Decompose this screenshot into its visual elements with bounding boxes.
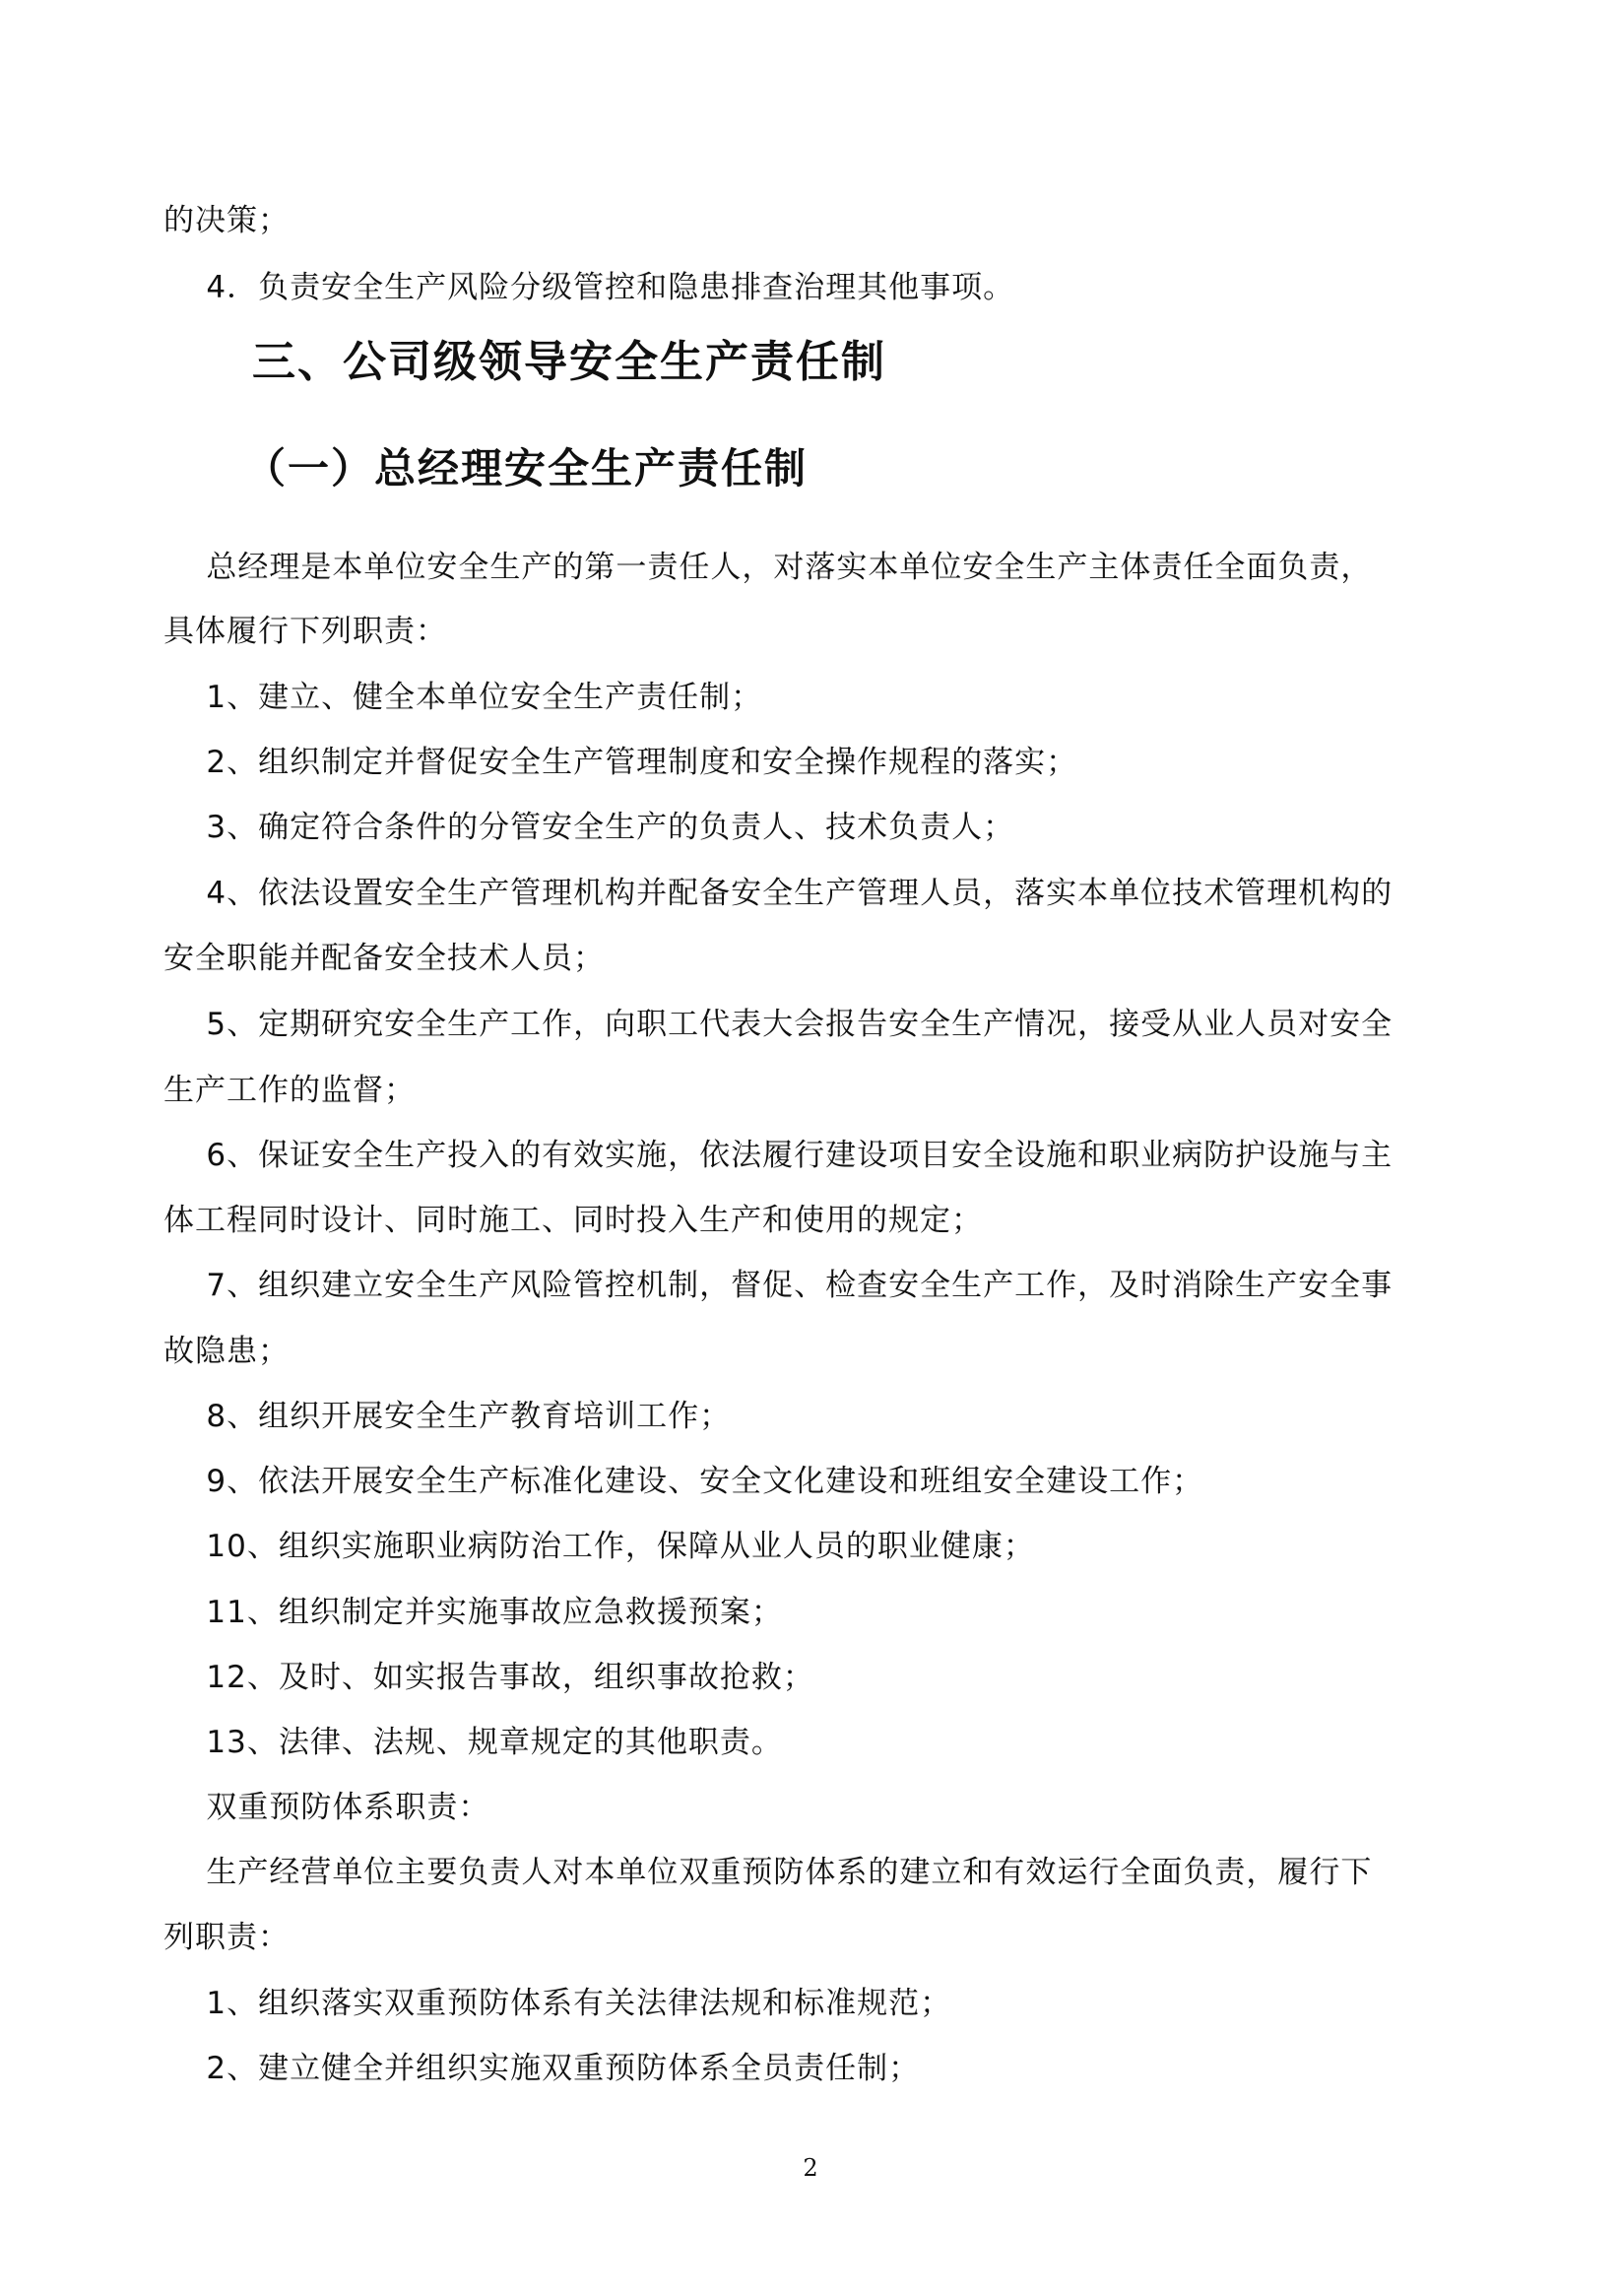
- text-line: 8、组织开展安全生产教育培训工作；: [163, 1399, 732, 1434]
- text-line: 2、建立健全并组织实施双重预防体系全员责任制；: [163, 2051, 921, 2086]
- text-line: 1、组织落实双重预防体系有关法律法规和标准规范；: [163, 1986, 952, 2021]
- text-line: 双重预防体系职责：: [163, 1790, 490, 1825]
- text-line: 总经理是本单位安全生产的第一责任人，对落实本单位安全生产主体责任全面负责，: [163, 550, 1373, 585]
- text-line: 生产工作的监督；: [163, 1073, 416, 1108]
- text-line: 2、组织制定并督促安全生产管理制度和安全操作规程的落实；: [163, 745, 1078, 780]
- text-line: 生产经营单位主要负责人对本单位双重预防体系的建立和有效运行全面负责，履行下: [163, 1855, 1373, 1890]
- text-line: 9、依法开展安全生产标准化建设、安全文化建设和班组安全建设工作；: [163, 1464, 1204, 1499]
- text-line: 12、及时、如实报告事故，组织事故抢救；: [163, 1660, 814, 1695]
- text-line: 4、依法设置安全生产管理机构并配备安全生产管理人员，落实本单位技术管理机构的: [163, 876, 1394, 911]
- text-line: 的决策；: [163, 203, 290, 238]
- page-number: 2: [803, 2154, 818, 2182]
- text-line: 安全职能并配备安全技术人员；: [163, 941, 605, 976]
- text-line: 列职责：: [163, 1920, 290, 1955]
- text-line: 1、建立、健全本单位安全生产责任制；: [163, 680, 763, 715]
- section-heading: 三、公司级领导安全生产责任制: [252, 337, 886, 387]
- text-line: 3、确定符合条件的分管安全生产的负责人、技术负责人；: [163, 810, 1015, 845]
- text-line: 10、组织实施职业病防治工作，保障从业人员的职业健康；: [163, 1529, 1035, 1564]
- text-line: 4．负责安全生产风险分级管控和隐患排查治理其他事项。: [163, 270, 1015, 305]
- text-line: 5、定期研究安全生产工作，向职工代表大会报告安全生产情况，接受从业人员对安全: [163, 1007, 1394, 1042]
- text-line: 13、法律、法规、规章规定的其他职责。: [163, 1725, 783, 1760]
- text-line: 具体履行下列职责：: [163, 614, 447, 649]
- subsection-heading: （一）总经理安全生产责任制: [244, 444, 809, 492]
- text-line: 11、组织制定并实施事故应急救援预案；: [163, 1595, 783, 1630]
- text-line: 7、组织建立安全生产风险管控机制，督促、检查安全生产工作，及时消除生产安全事: [163, 1268, 1394, 1303]
- text-line: 6、保证安全生产投入的有效实施，依法履行建设项目安全设施和职业病防护设施与主: [163, 1138, 1394, 1173]
- text-line: 体工程同时设计、同时施工、同时投入生产和使用的规定；: [163, 1203, 983, 1238]
- text-line: 故隐患；: [163, 1334, 290, 1369]
